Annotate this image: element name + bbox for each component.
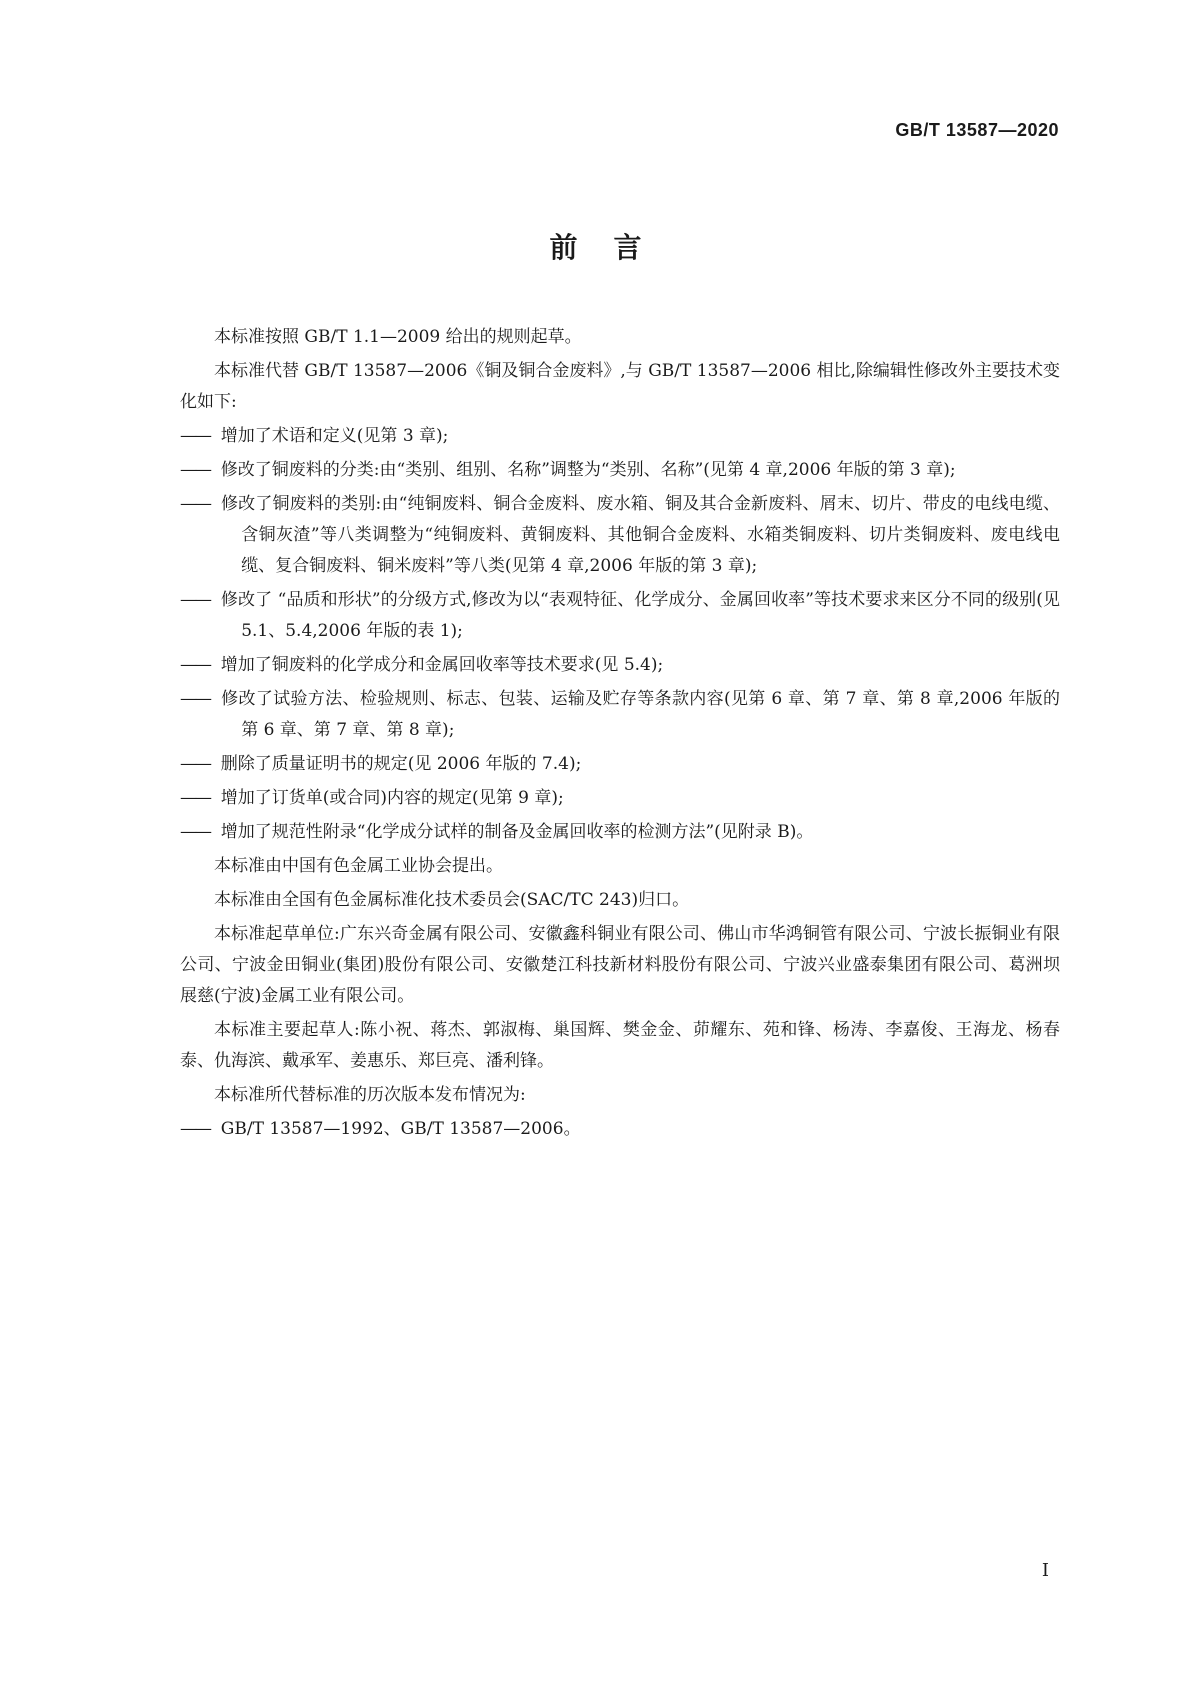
dash-marker: —— xyxy=(180,655,210,675)
change-item-text: 增加了订货单(或合同)内容的规定(见第 9 章); xyxy=(220,788,564,808)
paragraph-drafters: 本标准主要起草人:陈小祝、蒋杰、郭淑梅、巢国辉、樊金金、茆耀东、苑和锋、杨涛、李嘉俊、王海龙、杨春泰、仇海滨、戴承军、姜惠乐、郑巨亮、潘利锋。 xyxy=(180,1020,1060,1071)
dash-marker: —— xyxy=(180,426,210,446)
change-item-text: 增加了术语和定义(见第 3 章); xyxy=(220,426,449,446)
dash-marker: —— xyxy=(180,494,210,514)
dash-marker: —— xyxy=(180,590,210,610)
change-item-text: 修改了铜废料的分类:由“类别、组别、名称”调整为“类别、名称”(见第 4 章,2006 年版的第 3 章); xyxy=(220,460,956,480)
page-title: 前言 xyxy=(549,231,678,264)
dash-marker: —— xyxy=(180,788,210,808)
dash-marker: —— xyxy=(180,689,210,709)
paragraph-drafting-rules: 本标准按照 GB/T 1.1—2009 给出的规则起草。 xyxy=(214,327,582,347)
change-item xyxy=(180,817,1060,848)
change-item xyxy=(180,421,1060,452)
dash-marker: —— xyxy=(180,460,210,480)
change-item xyxy=(180,585,1060,647)
change-item-text: 修改了试验方法、检验规则、标志、包装、运输及贮存等条款内容(见第 6 章、第 7 章、第 8 章,2006 年版的第 6 章、第 7 章、第 8 章); xyxy=(220,689,1060,740)
change-item-text: 删除了质量证明书的规定(见 2006 年版的 7.4); xyxy=(220,754,582,774)
page-number: I xyxy=(1041,1560,1049,1581)
change-item xyxy=(180,684,1060,746)
foreword-body xyxy=(180,322,1060,1148)
dash-marker: —— xyxy=(180,822,210,842)
version-item-text: GB/T 13587—1992、GB/T 13587—2006。 xyxy=(220,1119,581,1139)
change-item-text: 修改了 “品质和形状”的分级方式,修改为以“表观特征、化学成分、金属回收率”等技术要求来区分不同的级别(见 5.1、5.4,2006 年版的表 1); xyxy=(220,590,1060,641)
paragraph-replacement: 本标准代替 GB/T 13587—2006《铜及铜合金废料》,与 GB/T 13587—2006 相比,除编辑性修改外主要技术变化如下: xyxy=(180,361,1060,412)
change-item-text: 增加了规范性附录“化学成分试样的制备及金属回收率的检测方法”(见附录 B)。 xyxy=(220,822,814,842)
version-item xyxy=(180,1114,1060,1145)
change-item xyxy=(180,489,1060,582)
change-item xyxy=(180,455,1060,486)
paragraph-drafting-units: 本标准起草单位:广东兴奇金属有限公司、安徽鑫科铜业有限公司、佛山市华鸿铜管有限公司、宁波长振铜业有限公司、宁波金田铜业(集团)股份有限公司、安徽楚江科技新材料股份有限公司、宁波兴业盛泰集团有限公司、葛洲坝展慈(宁波)金属工业有限公司。 xyxy=(180,924,1060,1006)
dash-marker: —— xyxy=(180,754,210,774)
change-item-text: 增加了铜废料的化学成分和金属回收率等技术要求(见 5.4); xyxy=(220,655,664,675)
paragraph-proposer: 本标准由中国有色金属工业协会提出。 xyxy=(214,856,503,876)
change-item xyxy=(180,650,1060,681)
change-item xyxy=(180,749,1060,780)
paragraph-committee: 本标准由全国有色金属标准化技术委员会(SAC/TC 243)归口。 xyxy=(214,890,690,910)
dash-marker: —— xyxy=(180,1119,210,1139)
change-item xyxy=(180,783,1060,814)
paragraph-version-history: 本标准所代替标准的历次版本发布情况为: xyxy=(214,1085,526,1105)
change-item-text: 修改了铜废料的类别:由“纯铜废料、铜合金废料、废水箱、铜及其合金新废料、屑末、切片、带皮的电线电缆、含铜灰渣”等八类调整为“纯铜废料、黄铜废料、其他铜合金废料、水箱类铜废料、切片类铜废料、废电线电缆、复合铜废料、铜米废料”等八类(见第 4 章,2006 年版的第 3 章); xyxy=(220,494,1060,576)
standard-code-header: GB/T 13587—2020 xyxy=(895,120,1059,140)
